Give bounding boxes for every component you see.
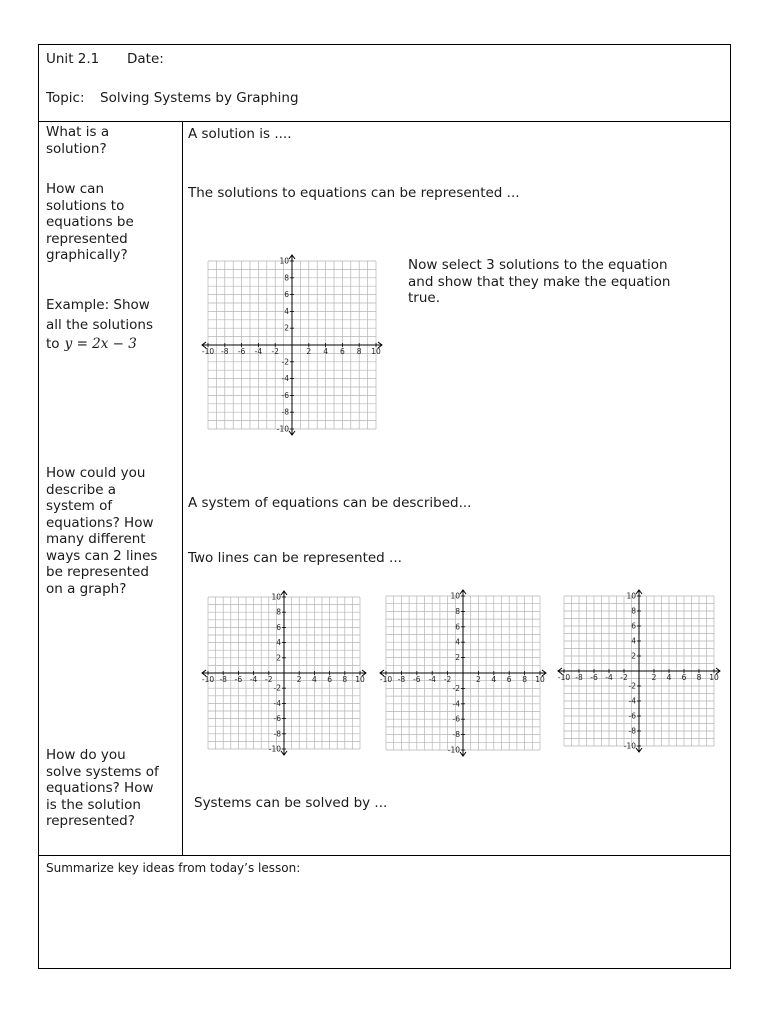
coordinate-grid-system-2	[376, 586, 548, 764]
y-tick-label: 10	[279, 256, 289, 266]
y-tick-label: 10	[626, 591, 636, 601]
x-tick-label: -10	[557, 673, 571, 682]
y-tick-label: -4	[281, 374, 289, 384]
x-tick-label: 10	[535, 675, 545, 684]
y-tick-label: 10	[271, 592, 281, 602]
y-tick-label: 8	[631, 606, 636, 616]
x-tick-label: 4	[323, 347, 328, 356]
x-tick-label: -6	[234, 675, 243, 684]
y-tick-label: 2	[631, 651, 636, 661]
y-tick-label: 10	[450, 591, 460, 601]
topic-title: Solving Systems by Graphing	[100, 90, 299, 106]
y-tick-label: -2	[452, 683, 460, 693]
y-tick-label: 2	[276, 653, 281, 663]
y-tick-label: 2	[455, 653, 460, 663]
x-tick-label: -8	[397, 675, 406, 684]
example-equation: y = 2x − 3	[64, 336, 137, 352]
y-tick-label: -6	[452, 714, 460, 724]
y-tick-label: 6	[631, 621, 636, 631]
column-divider	[182, 121, 183, 855]
x-tick-label: 8	[356, 347, 362, 356]
y-tick-label: 8	[455, 606, 460, 616]
y-tick-label: 6	[284, 290, 289, 300]
x-tick-label: 4	[312, 675, 317, 684]
y-tick-label: -8	[628, 726, 636, 736]
y-tick-label: 8	[276, 607, 281, 617]
question-solution: What is a solution?	[46, 124, 110, 157]
x-tick-label: -6	[590, 673, 598, 682]
answer-graphical: The solutions to equations can be represented ...	[188, 185, 520, 201]
y-tick-label: -6	[281, 390, 289, 400]
y-tick-label: -4	[273, 698, 281, 708]
y-tick-label: -6	[628, 711, 636, 721]
y-tick-label: -4	[452, 699, 460, 709]
x-tick-label: -2	[265, 675, 273, 684]
question-solve: How do you solve systems of equations? How is the solution represented?	[46, 747, 159, 829]
x-tick-label: 10	[355, 675, 365, 684]
y-tick-label: -8	[273, 729, 281, 739]
x-tick-label: -8	[575, 673, 583, 682]
x-tick-label: 6	[681, 673, 687, 682]
x-tick-label: -10	[201, 347, 215, 356]
x-tick-label: -6	[413, 675, 421, 684]
coordinate-grid-system-1	[198, 586, 368, 766]
unit-label: Unit 2.1	[46, 51, 100, 67]
y-tick-label: -10	[276, 424, 289, 434]
x-tick-label: 8	[696, 673, 702, 682]
answer-system: A system of equations can be described...	[188, 495, 472, 511]
answer-solution: A solution is ....	[188, 126, 292, 142]
y-tick-label: 4	[631, 636, 636, 646]
x-tick-label: -2	[443, 675, 452, 684]
coordinate-grid-example	[198, 250, 392, 446]
y-tick-label: 6	[455, 622, 460, 632]
x-tick-label: -4	[249, 675, 258, 684]
x-tick-label: -4	[605, 673, 613, 682]
x-tick-label: 2	[476, 675, 481, 684]
question-system: How could you describe a system of equations? How many different ways can 2 lines be represented on a graph?	[46, 465, 158, 597]
x-tick-label: 2	[296, 675, 302, 684]
y-tick-label: -10	[447, 745, 460, 755]
y-tick-label: 4	[284, 306, 289, 316]
y-tick-label: 2	[284, 323, 289, 333]
y-tick-label: -8	[281, 407, 289, 417]
x-tick-label: -8	[219, 675, 227, 684]
x-tick-label: -2	[271, 347, 279, 356]
x-tick-label: -8	[221, 347, 229, 356]
question-graphical: How can solutions to equations be represented graphically?	[46, 181, 134, 263]
answer-two-lines: Two lines can be represented ...	[188, 550, 402, 566]
select-solutions-prompt: Now select 3 solutions to the equation and show that they make the equation true.	[408, 257, 671, 306]
x-tick-label: -10	[201, 675, 215, 684]
x-tick-label: 10	[709, 673, 719, 682]
y-tick-label: -8	[452, 730, 460, 740]
y-tick-label: -2	[273, 683, 281, 693]
x-tick-label: 10	[371, 347, 381, 356]
y-tick-label: -10	[268, 744, 281, 754]
x-tick-label: -4	[254, 347, 263, 356]
y-tick-label: -10	[623, 741, 636, 751]
y-tick-label: -2	[281, 357, 289, 367]
example-prompt: Example: Show all the solutions to	[46, 297, 154, 352]
x-tick-label: 4	[666, 673, 672, 682]
x-tick-label: 6	[340, 347, 345, 356]
header-divider	[39, 121, 730, 122]
date-label: Date:	[127, 51, 164, 67]
y-tick-label: -2	[628, 681, 636, 691]
notes-sheet	[38, 44, 731, 969]
summary-label: Summarize key ideas from today’s lesson:	[46, 861, 301, 875]
y-tick-label: 4	[276, 638, 281, 648]
y-tick-label: 4	[455, 637, 460, 647]
x-tick-label: 8	[342, 675, 348, 684]
x-tick-label: 8	[522, 675, 527, 684]
x-tick-label: 6	[506, 675, 512, 684]
x-tick-label: 4	[491, 675, 497, 684]
y-tick-label: 6	[276, 622, 281, 632]
coordinate-grid-system-3	[554, 586, 724, 756]
x-tick-label: 2	[306, 347, 312, 356]
summary-divider	[39, 855, 730, 856]
example-block	[46, 294, 180, 353]
y-tick-label: 8	[284, 273, 289, 283]
x-tick-label: -6	[237, 347, 246, 356]
x-tick-label: -2	[620, 673, 628, 682]
x-tick-label: 2	[651, 673, 657, 682]
topic-label: Topic:	[46, 90, 85, 106]
y-tick-label: -4	[628, 696, 636, 706]
x-tick-label: -10	[379, 675, 393, 684]
answer-solve: Systems can be solved by ...	[194, 795, 388, 811]
y-tick-label: -6	[273, 714, 281, 724]
x-tick-label: -4	[428, 675, 436, 684]
x-tick-label: 6	[327, 675, 332, 684]
